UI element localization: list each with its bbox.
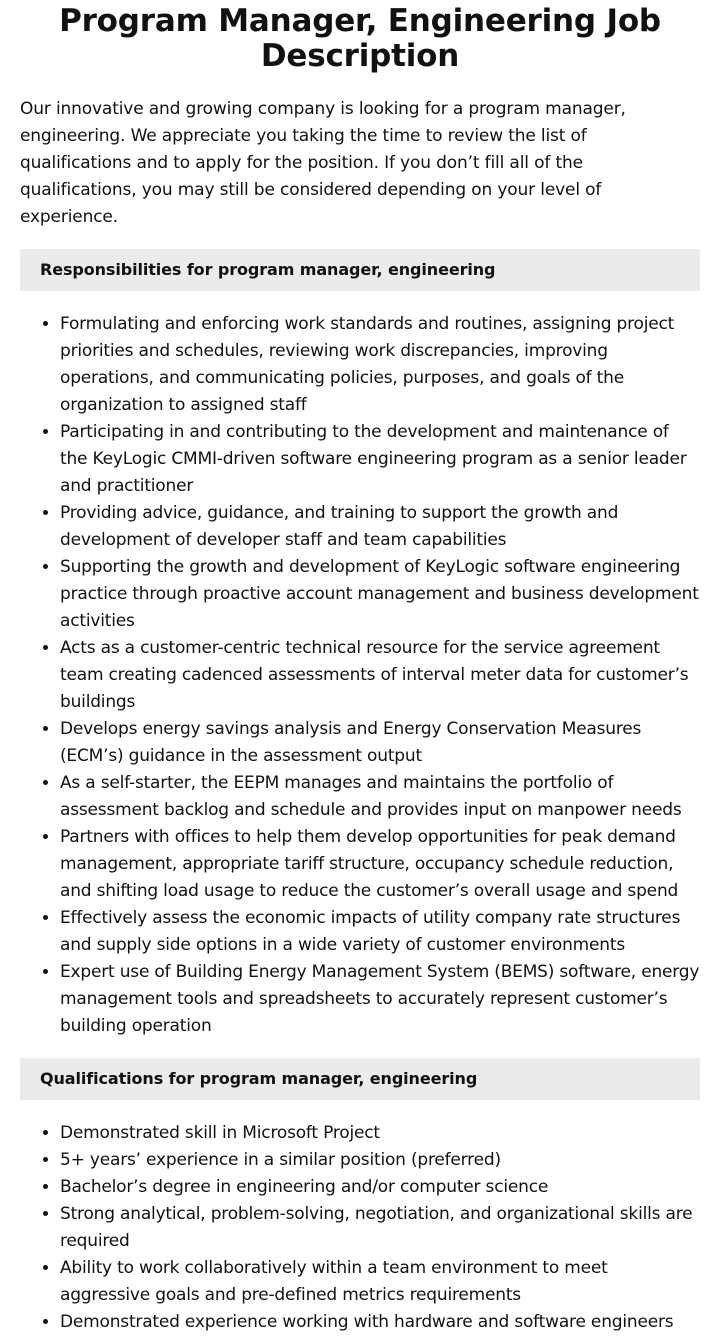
list-item: • Supporting the growth and development of KeyLogic software engineering practice through proactive account management and business development activities [60,554,700,635]
list-item: • Ability to work collaboratively within a team environment to meet aggressive goals and pre-defined metrics requirements [60,1255,700,1309]
list-item: • As a self-starter, the EEPM manages and maintains the portfolio of assessment backlog and schedule and provides input on manpower needs [60,770,700,824]
intro-paragraph: Our innovative and growing company is looking for a program manager, engineering. We appreciate you taking the time to review the list of qualifications and to apply for the position. If you don’t fill all of the qualifications, you may still be considered depending on your level of experience. [20,99,626,227]
responsibilities-list [20,311,700,1040]
qualifications-heading: Qualifications for program manager, engineering [20,1058,700,1100]
list-item: • Acts as a customer-centric technical resource for the service agreement team creating cadenced assessments of interval meter data for customer’s buildings [60,635,700,716]
list-item: • Formulating and enforcing work standards and routines, assigning project priorities and schedules, reviewing work discrepancies, improving operations, and communicating policies, purposes, and goals of the organization to assigned staff [60,311,700,419]
page-title: Program Manager, Engineering Job Description [59,3,661,74]
list-item: • Effectively assess the economic impacts of utility company rate structures and supply side options in a wide variety of customer environments [60,905,700,959]
list-item: • Develops energy savings analysis and Energy Conservation Measures (ECM’s) guidance in the assessment output [60,716,700,770]
list-item: • 5+ years’ experience in a similar position (preferred) [60,1147,700,1174]
list-item: • Demonstrated experience working with hardware and software engineers [60,1309,700,1336]
qualifications-list [20,1120,700,1336]
list-item: • Bachelor’s degree in engineering and/or computer science [60,1174,700,1201]
list-item: • Strong analytical, problem-solving, negotiation, and organizational skills are required [60,1201,700,1255]
list-item: • Expert use of Building Energy Management System (BEMS) software, energy management tools and spreadsheets to accurately represent customer’s building operation [60,959,700,1040]
list-item: • Participating in and contributing to the development and maintenance of the KeyLogic CMMI-driven software engineering program as a senior leader and practitioner [60,419,700,500]
responsibilities-heading: Responsibilities for program manager, engineering [20,249,700,291]
list-item: • Providing advice, guidance, and training to support the growth and development of developer staff and team capabilities [60,500,700,554]
list-item: • Partners with offices to help them develop opportunities for peak demand management, appropriate tariff structure, occupancy schedule reduction, and shifting load usage to reduce the customer’s overall usage and spend [60,824,700,905]
list-item: • Demonstrated skill in Microsoft Project [60,1120,700,1147]
